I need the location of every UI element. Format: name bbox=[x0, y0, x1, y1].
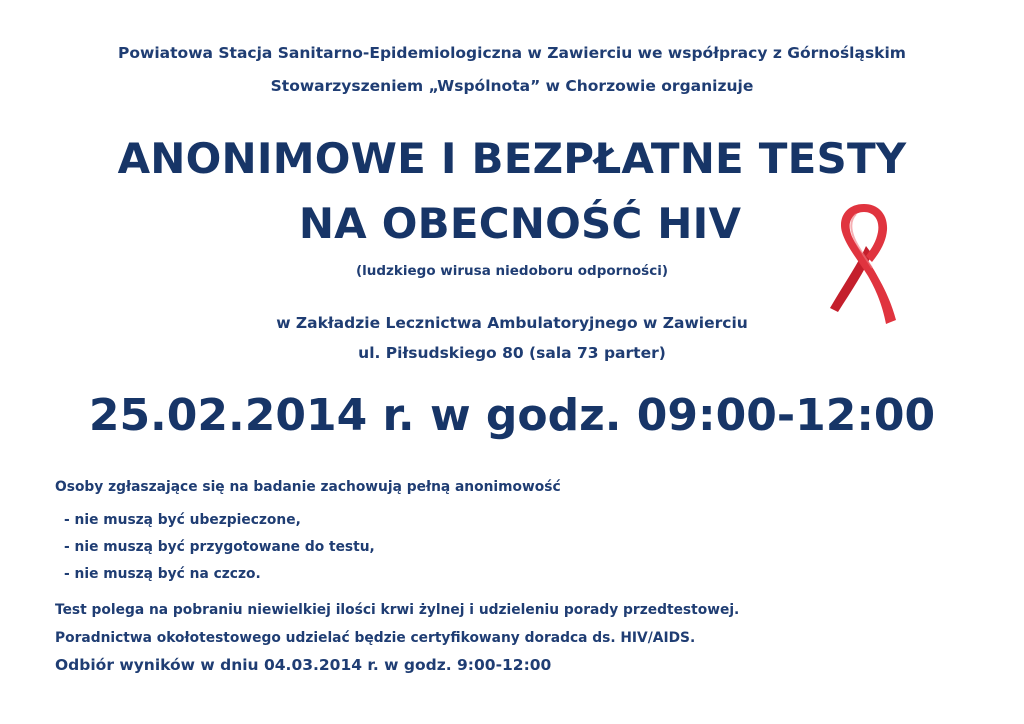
date-line: 25.02.2014 r. w godz. 09:00-12:00 bbox=[88, 390, 936, 441]
anonymity-intro: Osoby zgłaszające się na badanie zachowują pełną anonimowość bbox=[55, 479, 561, 495]
intro-line-2: Stowarzyszeniem „Wspólnota” w Chorzowie organizuje bbox=[270, 77, 754, 95]
anonymity-item-2: - nie muszą być przygotowane do testu, bbox=[64, 539, 375, 555]
red-ribbon-icon bbox=[786, 198, 926, 328]
subtitle: (ludzkiego wirusa niedoboru odporności) bbox=[355, 263, 669, 279]
intro-line-1: Powiatowa Stacja Sanitarno-Epidemiologiczna w Zawierciu we współpracy z Górnośląskim bbox=[118, 44, 906, 62]
location-line-1: w Zakładzie Lecznictwa Ambulatoryjnego w Zawierciu bbox=[276, 314, 748, 332]
results-line: Odbiór wyników w dniu 04.03.2014 r. w godz. 9:00-12:00 bbox=[55, 656, 552, 674]
test-info-line-2: Poradnictwa okołotestowego udzielać będzie certyfikowany doradca ds. HIV/AIDS. bbox=[55, 630, 696, 646]
headline-line-2: NA OBECNOŚĆ HIV bbox=[298, 199, 742, 248]
test-info-line-1: Test polega na pobraniu niewielkiej ilości krwi żylnej i udzieleniu porady przedtestowej. bbox=[55, 602, 740, 618]
location-line-2: ul. Piłsudskiego 80 (sala 73 parter) bbox=[358, 344, 666, 362]
anonymity-item-1: - nie muszą być ubezpieczone, bbox=[64, 512, 301, 528]
headline-line-1: ANONIMOWE I BEZPŁATNE TESTY bbox=[117, 134, 907, 183]
anonymity-item-3: - nie muszą być na czczo. bbox=[64, 566, 261, 582]
